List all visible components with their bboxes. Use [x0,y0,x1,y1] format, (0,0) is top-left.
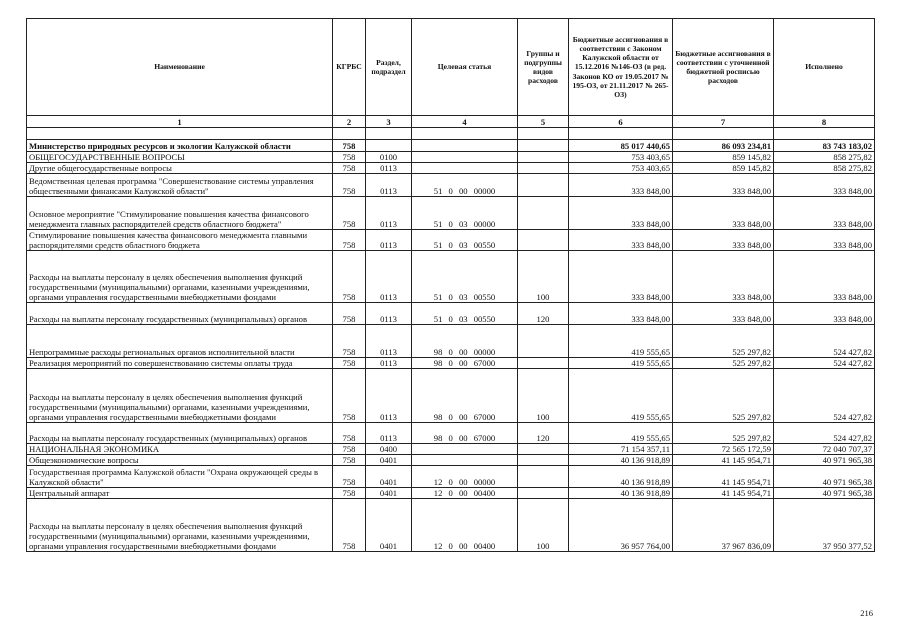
table-row [27,140,875,152]
cell-article [412,163,518,174]
cell-kgrbs: 758 [333,325,366,358]
header-article: Целевая статья [412,19,518,116]
cell-group [518,230,569,251]
cell-refined: 333 848,00 [673,197,774,230]
cell-name: Реализация мероприятий по совершенствованию системы оплаты труда [27,358,333,369]
budget-sheet [26,18,874,552]
cell-refined: 41 145 954,71 [673,455,774,466]
column-number-row [27,116,875,128]
table-row [27,251,875,303]
cell-assign: 36 957 764,00 [569,499,673,552]
cell-assign: 333 848,00 [569,303,673,325]
cell-group: 120 [518,303,569,325]
cell-article: 51 0 03 00550 [412,303,518,325]
spacer-row [27,128,875,140]
cell-assign: 333 848,00 [569,230,673,251]
header-executed: Исполнено [774,19,875,116]
header-assign: Бюджетные ассигнования в соответствии с Законом Калужской области от 15.12.2016 №146-ОЗ (в ред. Законов КО от 19.05.2017 № 195-ОЗ, от 21.11.2017 № 265-ОЗ) [569,19,673,116]
cell-section: 0113 [366,197,412,230]
cell-refined: 525 297,82 [673,358,774,369]
cell-section: 0113 [366,251,412,303]
table-row [27,488,875,499]
cell-assign: 333 848,00 [569,197,673,230]
table-row [27,369,875,423]
table-row [27,423,875,444]
header-group: Группы и подгруппы видов расходов [518,19,569,116]
cell-assign: 40 136 918,89 [569,466,673,488]
table-row [27,455,875,466]
cell-executed: 333 848,00 [774,230,875,251]
table-row [27,466,875,488]
cell-section: 0401 [366,488,412,499]
cell-name: Расходы на выплаты персоналу государственных (муниципальных) органов [27,423,333,444]
cell-name: Министерство природных ресурсов и экологии Калужской области [27,140,333,152]
cell-assign: 333 848,00 [569,251,673,303]
header-refined: Бюджетные ассигнования в соответствии с уточненной бюджетной росписью расходов [673,19,774,116]
cell-group: 100 [518,499,569,552]
cell-article [412,152,518,163]
column-number: 6 [569,116,673,128]
cell-assign: 753 403,65 [569,163,673,174]
cell-assign: 85 017 440,65 [569,140,673,152]
cell-section: 0401 [366,455,412,466]
cell-group [518,174,569,197]
cell-kgrbs: 758 [333,251,366,303]
cell-executed: 37 950 377,52 [774,499,875,552]
cell-refined: 333 848,00 [673,230,774,251]
cell-kgrbs: 758 [333,466,366,488]
cell-refined: 525 297,82 [673,325,774,358]
cell-group [518,140,569,152]
table-row [27,230,875,251]
cell-article: 98 0 00 67000 [412,423,518,444]
cell-name: Государственная программа Калужской области "Охрана окружающей среды в Калужской области" [27,466,333,488]
cell-executed: 333 848,00 [774,174,875,197]
table-row [27,325,875,358]
cell-group [518,466,569,488]
header-kgrbs: КГРБС [333,19,366,116]
cell-kgrbs: 758 [333,303,366,325]
cell-section: 0100 [366,152,412,163]
cell-name: Центральный аппарат [27,488,333,499]
cell-group [518,455,569,466]
table-row [27,152,875,163]
cell-section: 0113 [366,230,412,251]
cell-section: 0401 [366,466,412,488]
cell-section: 0113 [366,163,412,174]
cell-section: 0113 [366,303,412,325]
cell-name: Непрограммные расходы региональных органов исполнительной власти [27,325,333,358]
column-number: 5 [518,116,569,128]
cell-refined: 37 967 836,09 [673,499,774,552]
cell-kgrbs: 758 [333,230,366,251]
cell-group [518,152,569,163]
cell-article: 51 0 03 00550 [412,251,518,303]
cell-name: Расходы на выплаты персоналу государственных (муниципальных) органов [27,303,333,325]
cell-section: 0113 [366,369,412,423]
cell-refined: 333 848,00 [673,251,774,303]
cell-section: 0401 [366,499,412,552]
cell-refined: 333 848,00 [673,174,774,197]
cell-group [518,488,569,499]
cell-group: 120 [518,423,569,444]
cell-refined: 859 145,82 [673,152,774,163]
cell-article: 98 0 00 00000 [412,325,518,358]
cell-kgrbs: 758 [333,499,366,552]
cell-article [412,140,518,152]
cell-refined: 525 297,82 [673,423,774,444]
cell-refined: 859 145,82 [673,163,774,174]
column-number: 7 [673,116,774,128]
cell-kgrbs: 758 [333,455,366,466]
cell-assign: 753 403,65 [569,152,673,163]
cell-name: Ведомственная целевая программа "Совершенствование системы управления общественными финансами Калужской области" [27,174,333,197]
cell-assign: 71 154 357,11 [569,444,673,455]
cell-section: 0113 [366,325,412,358]
cell-executed: 524 427,82 [774,325,875,358]
cell-assign: 419 555,65 [569,358,673,369]
cell-article: 51 0 03 00000 [412,197,518,230]
cell-group [518,325,569,358]
cell-executed: 333 848,00 [774,197,875,230]
cell-article: 98 0 00 67000 [412,369,518,423]
cell-section: 0113 [366,423,412,444]
table-row [27,163,875,174]
cell-name: ОБЩЕГОСУДАРСТВЕННЫЕ ВОПРОСЫ [27,152,333,163]
column-number: 2 [333,116,366,128]
cell-name: НАЦИОНАЛЬНАЯ ЭКОНОМИКА [27,444,333,455]
cell-assign: 419 555,65 [569,369,673,423]
cell-kgrbs: 758 [333,152,366,163]
cell-article: 12 0 00 00000 [412,466,518,488]
cell-executed: 40 971 965,38 [774,455,875,466]
table-row [27,499,875,552]
cell-assign: 419 555,65 [569,325,673,358]
cell-kgrbs: 758 [333,163,366,174]
cell-name: Расходы на выплаты персоналу в целях обеспечения выполнения функций государственными (муниципальными) органами, казенными учреждениями, органами управления государственными внебюджетными фондами [27,251,333,303]
cell-group [518,358,569,369]
cell-group [518,444,569,455]
column-number: 3 [366,116,412,128]
cell-refined: 41 145 954,71 [673,466,774,488]
cell-section: 0113 [366,358,412,369]
table-row [27,174,875,197]
cell-section: 0113 [366,174,412,197]
cell-executed: 524 427,82 [774,423,875,444]
cell-executed: 333 848,00 [774,303,875,325]
cell-name: Стимулирование повышения качества финансового менеджмента главными распорядителями средств областного бюджета [27,230,333,251]
cell-section: 0400 [366,444,412,455]
cell-name: Расходы на выплаты персоналу в целях обеспечения выполнения функций государственными (муниципальными) органами, казенными учреждениями, органами управления государственными внебюджетными фондами [27,499,333,552]
table-row [27,444,875,455]
cell-executed: 83 743 183,02 [774,140,875,152]
table-row [27,197,875,230]
cell-name: Общеэкономические вопросы [27,455,333,466]
page-number: 216 [860,608,873,618]
cell-article [412,455,518,466]
cell-assign: 333 848,00 [569,174,673,197]
cell-name: Основное мероприятие "Стимулирование повышения качества финансового менеджмента главных распорядителей средств областного бюджета" [27,197,333,230]
cell-refined: 72 565 172,59 [673,444,774,455]
column-number: 8 [774,116,875,128]
cell-group [518,197,569,230]
cell-assign: 419 555,65 [569,423,673,444]
column-number: 4 [412,116,518,128]
cell-refined: 86 093 234,81 [673,140,774,152]
cell-refined: 525 297,82 [673,369,774,423]
cell-refined: 333 848,00 [673,303,774,325]
cell-article: 51 0 03 00550 [412,230,518,251]
cell-name: Расходы на выплаты персоналу в целях обеспечения выполнения функций государственными (муниципальными) органами, казенными учреждениями, органами управления государственными внебюджетными фондами [27,369,333,423]
cell-kgrbs: 758 [333,423,366,444]
cell-name: Другие общегосударственные вопросы [27,163,333,174]
cell-assign: 40 136 918,89 [569,455,673,466]
budget-table [26,18,875,552]
cell-kgrbs: 758 [333,140,366,152]
table-row [27,358,875,369]
cell-group [518,163,569,174]
cell-group: 100 [518,251,569,303]
cell-article: 12 0 00 00400 [412,499,518,552]
cell-executed: 333 848,00 [774,251,875,303]
column-number: 1 [27,116,333,128]
cell-executed: 72 040 707,37 [774,444,875,455]
cell-kgrbs: 758 [333,174,366,197]
cell-executed: 40 971 965,38 [774,488,875,499]
table-row [27,303,875,325]
cell-refined: 41 145 954,71 [673,488,774,499]
cell-article: 12 0 00 00400 [412,488,518,499]
cell-group: 100 [518,369,569,423]
cell-executed: 524 427,82 [774,369,875,423]
cell-kgrbs: 758 [333,488,366,499]
cell-executed: 858 275,82 [774,163,875,174]
table-body [27,140,875,552]
cell-article: 98 0 00 67000 [412,358,518,369]
cell-executed: 858 275,82 [774,152,875,163]
cell-executed: 524 427,82 [774,358,875,369]
cell-kgrbs: 758 [333,197,366,230]
header-section: Раздел, подраздел [366,19,412,116]
cell-kgrbs: 758 [333,358,366,369]
cell-article: 51 0 00 00000 [412,174,518,197]
header-name: Наименование [27,19,333,116]
cell-assign: 40 136 918,89 [569,488,673,499]
cell-kgrbs: 758 [333,369,366,423]
header-row [27,19,875,116]
cell-executed: 40 971 965,38 [774,466,875,488]
cell-kgrbs: 758 [333,444,366,455]
cell-section [366,140,412,152]
cell-article [412,444,518,455]
